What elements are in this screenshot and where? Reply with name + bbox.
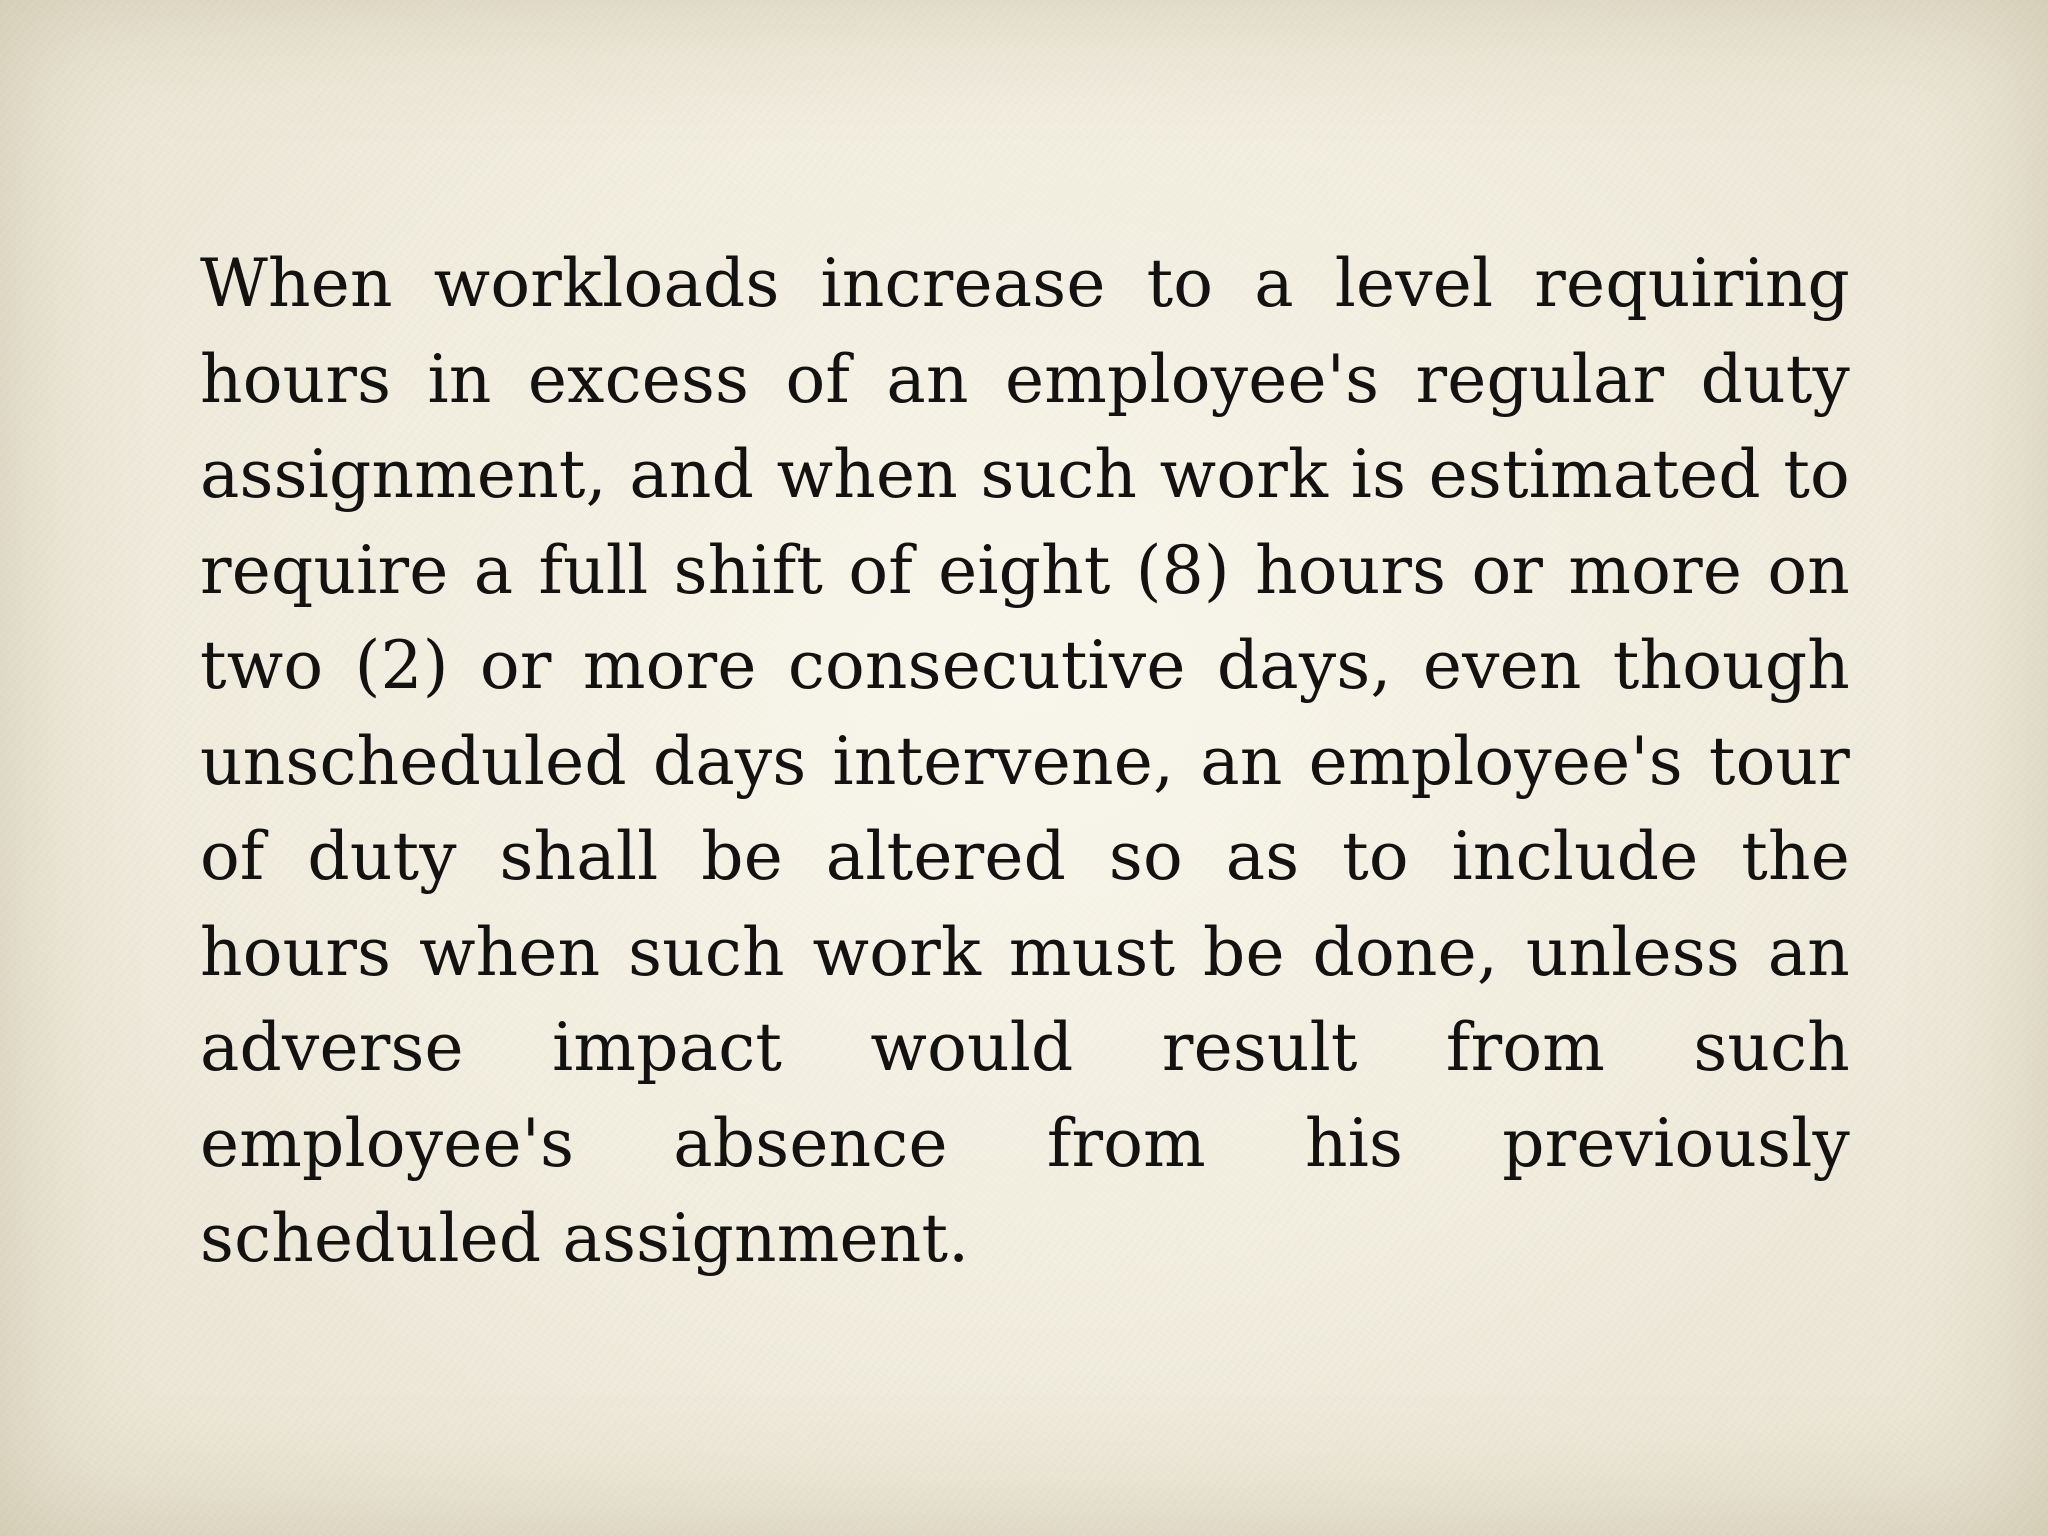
document-paragraph: When workloads increase to a level requiring hours in excess of an employee's regular duty assignment, and when such work is estimated to require a full shift of eight (8) hours or more on two (2) or more consecutive days, even though unscheduled days intervene, an employee's tour of duty shall be altered so as to include the hours when such work must be done, unless an adverse impact would result from such employee's absence from his previously scheduled assignment.	[200, 245, 1850, 1277]
